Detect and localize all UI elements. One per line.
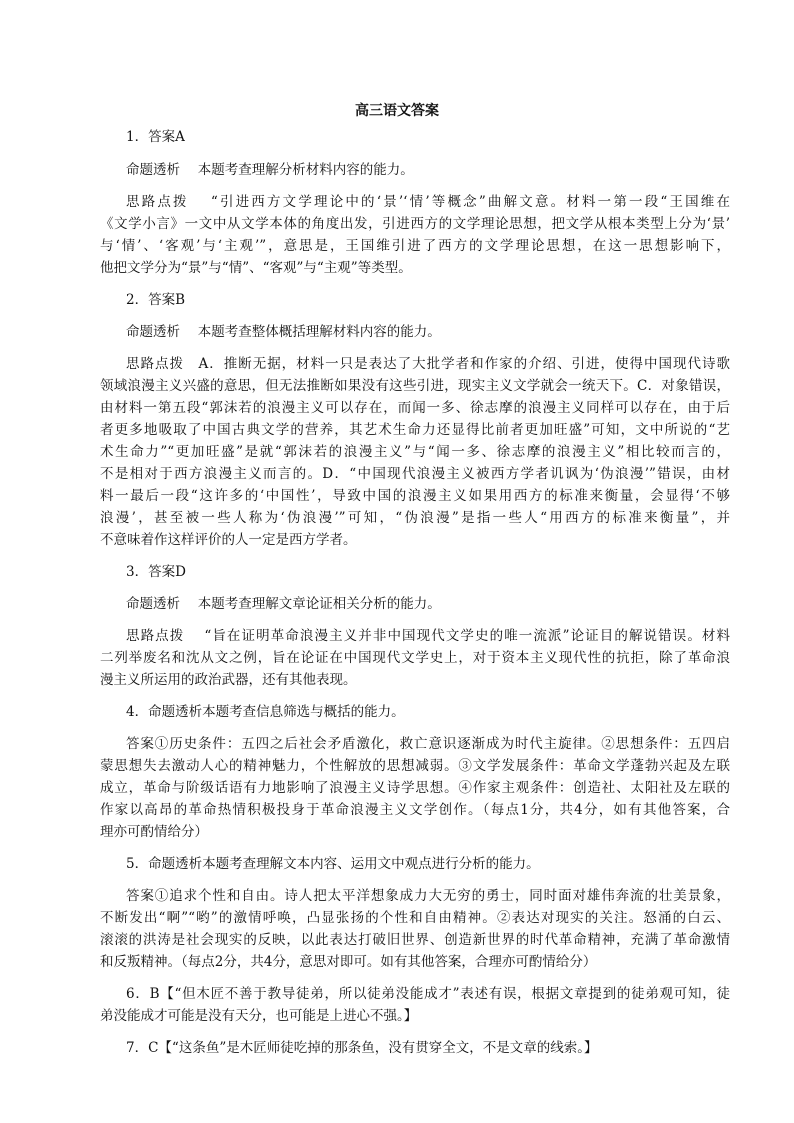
q2-hint-line: 术生命力”“更加旺盛”是就“郭沫若的浪漫主义”与“闻一多、徐志摩的浪漫主义”相比较而言的，	[100, 444, 730, 460]
q1-hint-line: 思路点拨 “引进西方文学理论中的‘景’‘情’等概念”曲解文意。材料一第一段“王国维在	[126, 194, 730, 210]
q2-hint-line: 者更多地吸取了中国古典文学的营养，其艺术生命力还显得比前者更加旺盛”可知，文中所说的“艺	[100, 422, 730, 438]
q5-answer-line: 答案①追求个性和自由。诗人把太平洋想象成力大无穷的勇士，同时面对雄伟奔流的壮美景象，	[126, 888, 730, 904]
q4-answer-line: 蒙思想失去激动人心的精神魅力，个性解放的思想减弱。③文学发展条件：革命文学蓬勃兴起及左联	[100, 758, 730, 774]
q3-answer: 3．答案D	[126, 564, 186, 580]
q2-answer: 2．答案B	[126, 292, 186, 308]
q1-answer: 1．答案A	[126, 129, 185, 145]
q5-answer-line: 不断发出“啊”“哟”的激情呼唤，凸显张扬的个性和自由精神。②表达对现实的关注。怒涌的白云、	[100, 910, 730, 926]
q2-analysis: 命题透析 本题考查整体概括理解材料内容的能力。	[126, 324, 441, 340]
q4-answer-line: 答案①历史条件：五四之后社会矛盾激化，救亡意识逐渐成为时代主旋律。②思想条件：五四启	[126, 736, 730, 752]
q4-analysis: 4．命题透析本题考查信息筛选与概括的能力。	[126, 704, 405, 720]
q3-hint-line: 思路点拨 “旨在证明革命浪漫主义并非中国现代文学史的唯一流派”论证目的解说错误。材料	[126, 628, 730, 644]
q5-answer-line: 和反叛精神。（每点2分，共4分，意思对即可。如有其他答案，合理亦可酌情给分）	[100, 954, 597, 970]
q2-hint-line: 不是相对于西方浪漫主义而言的。D．“中国现代浪漫主义被西方学者讥讽为‘伪浪漫’”错误，由材	[100, 466, 730, 482]
q2-hint-line: 不意味着作这样评价的人一定是西方学者。	[100, 532, 357, 548]
q3-analysis: 命题透析 本题考查理解文章论证相关分析的能力。	[126, 596, 441, 612]
q2-hint-line: 浪漫’，甚至被一些人称为‘伪浪漫’”可知，“伪浪漫”是指一些人“用西方的标准来衡量”，并	[100, 510, 730, 526]
q4-answer-line: 成立，革命与阶级话语有力地影响了浪漫主义诗学思想。④作家主观条件：创造社、太阳社及左联的	[100, 780, 730, 796]
q2-hint-line: 思路点拨 A．推断无据，材料一只是表达了大批学者和作家的介绍、引进，使得中国现代诗歌	[126, 356, 730, 372]
q2-hint-line: 领域浪漫主义兴盛的意思，但无法推断如果没有这些引进，现实主义文学就会一统天下。C．对象错误，	[100, 378, 730, 394]
q1-hint-line: 《文学小言》一文中从文学本体的角度出发，引进西方的文学理论思想，把文学从根本类型上分为‘景’	[100, 216, 730, 232]
q5-analysis: 5．命题透析本题考查理解文本内容、运用文中观点进行分析的能力。	[126, 856, 540, 872]
q2-hint-line: 料一最后一段“这许多的‘中国性’，导致中国的浪漫主义如果用西方的标准来衡量，会显得‘不够	[100, 488, 730, 504]
q1-analysis: 命题透析 本题考查理解分析材料内容的能力。	[126, 162, 414, 178]
q7-answer-line: 7．C【“这条鱼”是木匠师徒吃掉的那条鱼，没有贯穿全文，不是文章的线索。】	[126, 1040, 598, 1056]
document-title: 高三语文答案	[355, 103, 439, 119]
q1-hint-line: 与‘情’、‘客观’与‘主观’”，意思是，王国维引进了西方的文学理论思想，在这一思想影响下，	[100, 238, 730, 254]
q4-answer-line: 理亦可酌情给分）	[100, 824, 208, 840]
q6-answer-line: 弟没能成才可能是没有天分，也可能是上进心不强。】	[100, 1008, 418, 1024]
q2-hint-line: 由材料一第五段“郭沫若的浪漫主义可以存在，而闻一多、徐志摩的浪漫主义同样可以存在，由于后	[100, 400, 730, 416]
q4-answer-line: 作家以高昂的革命热情积极投身于革命浪漫主义文学创作。（每点1分，共4分，如有其他答案，合	[100, 802, 730, 818]
q1-hint-line: 他把文学分为“景”与“情”、“客观”与“主观”等类型。	[100, 260, 412, 276]
q3-hint-line: 二列举废名和沈从文之例，旨在论证在中国现代文学史上，对于资本主义现代性的抗拒，除了革命浪	[100, 650, 730, 666]
q3-hint-line: 漫主义所运用的政治武器，还有其他表现。	[100, 672, 357, 688]
q5-answer-line: 滚滚的洪涛是社会现实的反映，以此表达打破旧世界、创造新世界的时代革命精神，充满了革命激情	[100, 932, 730, 948]
q6-answer-line: 6．B【“但木匠不善于教导徒弟，所以徒弟没能成才”表述有误，根据文章提到的徒弟观可知，徒	[126, 986, 730, 1002]
